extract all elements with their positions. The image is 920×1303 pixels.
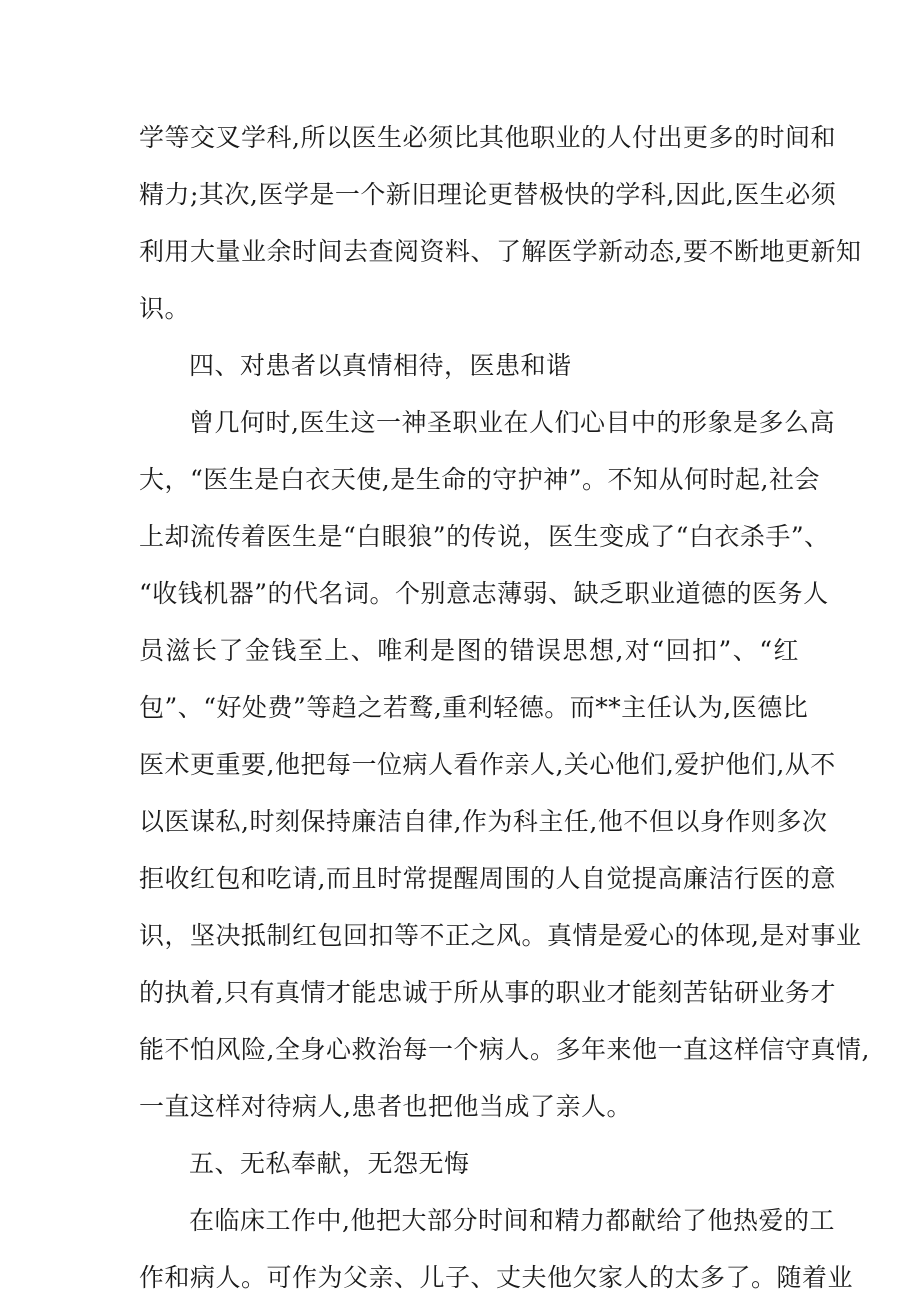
paragraph-line: 学等交叉学科,所以医生必须比其他职业的人付出更多的时间和 — [139, 123, 836, 152]
paragraph-line: 能不怕风险,全身心救治每一个病人。多年来他一直这样信守真情, — [139, 1035, 870, 1064]
paragraph-line: 大，“医生是白衣天使,是生命的守护神”。不知从何时起,社会 — [139, 465, 820, 494]
paragraph-line: 曾几何时,医生这一神圣职业在人们心目中的形象是多么高 — [189, 408, 835, 437]
paragraph-line: “收钱机器”的代名词。个别意志薄弱、缺乏职业道德的医务人 — [139, 579, 829, 608]
section-heading-5: 五、无私奉献，无怨无悔 — [189, 1149, 470, 1178]
paragraph-line: 识，坚决抵制红包回扣等不正之风。真情是爱心的体现,是对事业 — [139, 921, 862, 950]
paragraph-line: 以医谋私,时刻保持廉洁自律,作为科主任,他不但以身作则多次 — [139, 807, 828, 836]
paragraph-line: 一直这样对待病人,患者也把他当成了亲人。 — [139, 1092, 632, 1121]
paragraph-line: 员滋长了金钱至上、唯利是图的错误思想,对“回扣”、“红 — [139, 636, 799, 665]
paragraph-line: 利用大量业余时间去查阅资料、了解医学新动态,要不断地更新知 — [139, 237, 862, 266]
paragraph-line: 在临床工作中,他把大部分时间和精力都献给了他热爱的工 — [189, 1206, 835, 1235]
paragraph-line: 上却流传着医生是“白眼狼”的传说，医生变成了“白衣杀手”、 — [139, 522, 830, 551]
paragraph-line: 拒收红包和吃请,而且时常提醒周围的人自觉提高廉洁行医的意 — [139, 864, 836, 893]
paragraph-line: 医术更重要,他把每一位病人看作亲人,关心他们,爱护他们,从不 — [139, 750, 836, 779]
paragraph-line: 作和病人。可作为父亲、儿子、丈夫他欠家人的太多了。随着业 — [139, 1263, 854, 1292]
paragraph-line: 精力;其次,医学是一个新旧理论更替极快的学科,因此,医生必须 — [139, 180, 837, 209]
paragraph-line: 包”、“好处费”等趋之若鹜,重利轻德。而**主任认为,医德比 — [139, 693, 809, 722]
section-heading-4: 四、对患者以真情相待，医患和谐 — [189, 351, 572, 380]
paragraph-line: 的执着,只有真情才能忠诚于所从事的职业才能刻苦钻研业务才 — [139, 978, 836, 1007]
paragraph-line: 识。 — [139, 294, 191, 323]
